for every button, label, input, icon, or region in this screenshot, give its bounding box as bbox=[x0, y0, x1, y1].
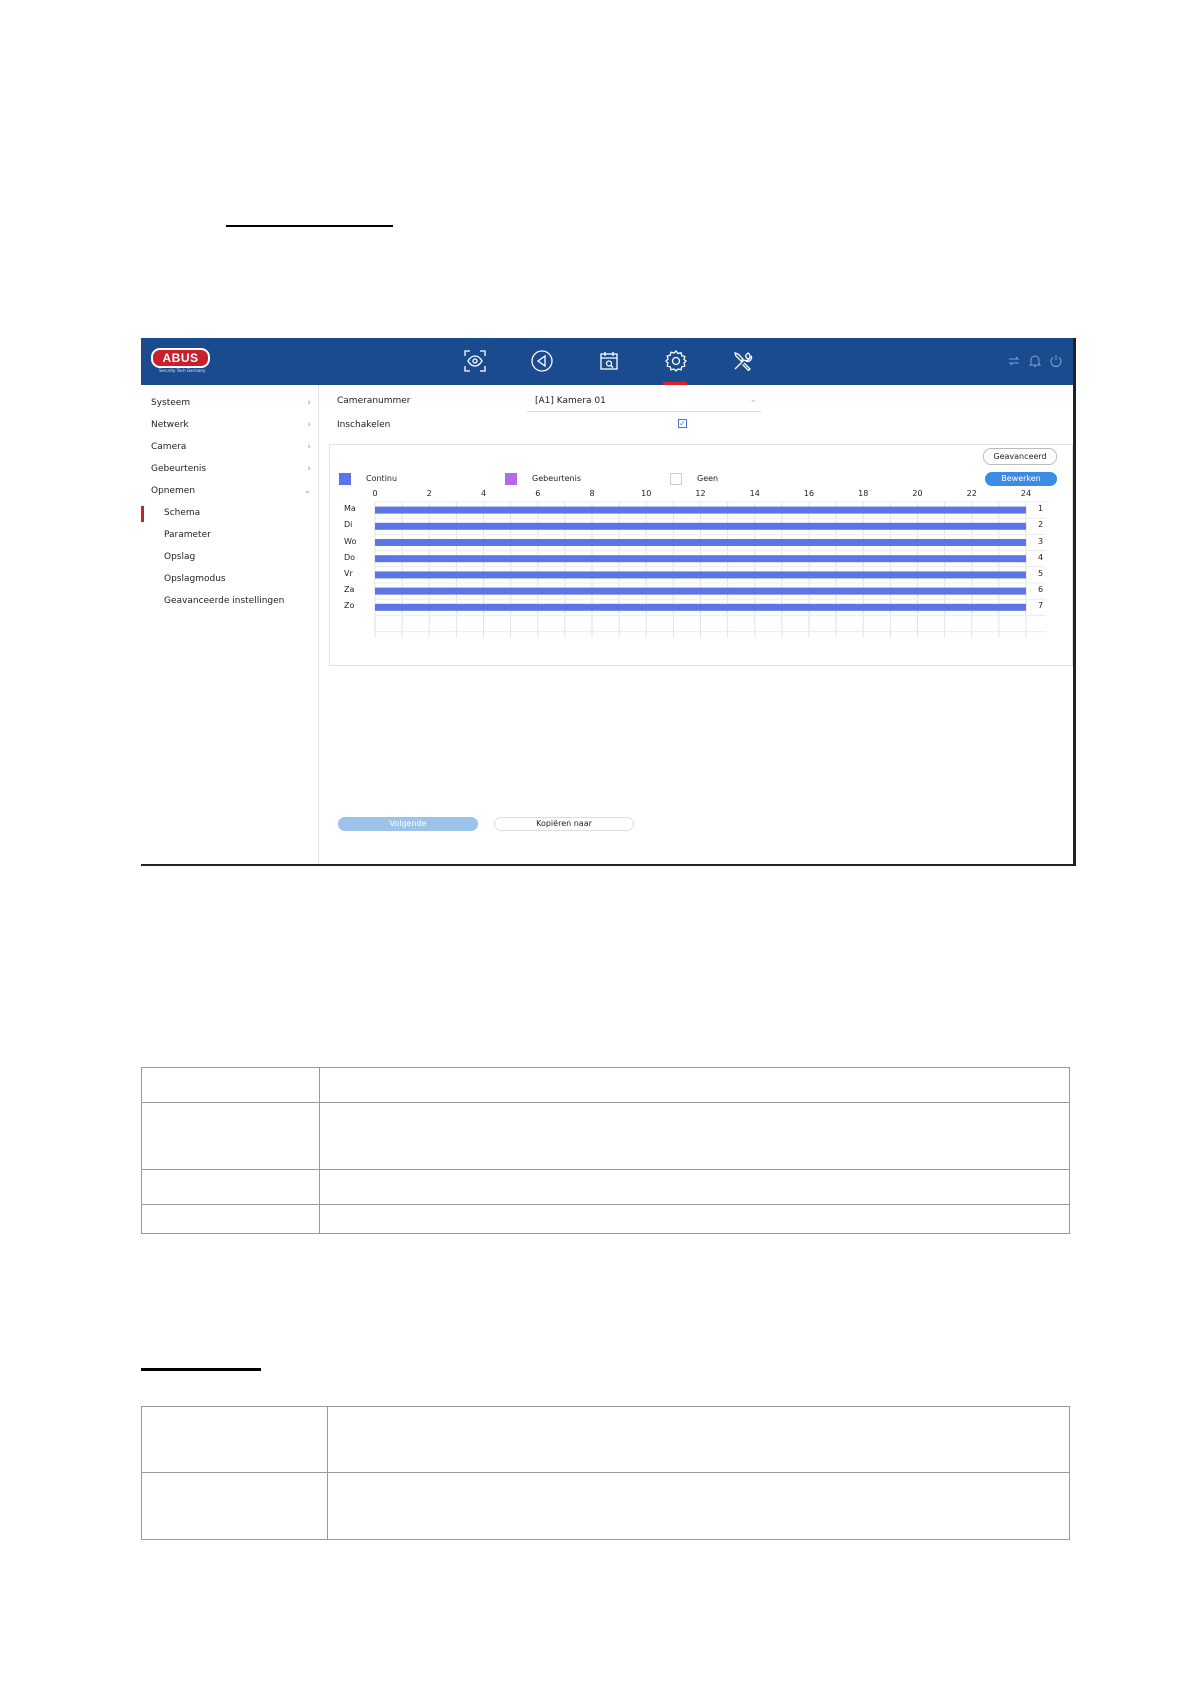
abus-logo: ABUS bbox=[151, 348, 210, 368]
schedule-bar[interactable] bbox=[375, 604, 1026, 611]
table-cell bbox=[328, 1407, 1070, 1473]
next-button[interactable]: Volgende bbox=[338, 817, 478, 831]
camera-number-value: [A1] Kamera 01 bbox=[535, 396, 606, 406]
sidebar-item-label: Gebeurtenis bbox=[151, 464, 207, 474]
bell-icon[interactable] bbox=[1027, 353, 1043, 369]
camera-number-label: Cameranummer bbox=[337, 396, 411, 406]
schedule-grid[interactable] bbox=[330, 445, 1074, 667]
copy-to-button[interactable]: Kopiëren naar bbox=[494, 817, 634, 831]
schedule-settings-panel bbox=[319, 385, 1073, 866]
schedule-bar[interactable] bbox=[375, 588, 1026, 595]
camera-number-select[interactable] bbox=[527, 393, 761, 412]
day-label: Za bbox=[344, 585, 355, 595]
table-cell bbox=[142, 1068, 320, 1103]
sidebar-subitem-parameter[interactable]: Parameter bbox=[164, 530, 211, 540]
description-table-1 bbox=[141, 1067, 1070, 1234]
sidebar-subitem-opslagmodus[interactable]: Opslagmodus bbox=[164, 574, 226, 584]
enable-label: Inschakelen bbox=[337, 420, 391, 430]
day-number[interactable]: 4 bbox=[1038, 552, 1044, 562]
hour-tick-label: 10 bbox=[641, 489, 652, 498]
legend-continu-label: Continu bbox=[366, 474, 398, 483]
edit-button[interactable]: Bewerken bbox=[985, 472, 1057, 486]
day-number[interactable]: 7 bbox=[1038, 601, 1044, 611]
sidebar-item-label: Opnemen bbox=[151, 486, 196, 496]
hour-tick-label: 16 bbox=[803, 489, 815, 498]
sidebar-item-opnemen[interactable] bbox=[151, 481, 311, 501]
table-cell bbox=[142, 1103, 320, 1169]
day-number[interactable]: 3 bbox=[1038, 536, 1044, 546]
table-cell bbox=[142, 1407, 328, 1473]
sidebar-item-netwerk[interactable] bbox=[151, 415, 311, 435]
hour-tick-label: 12 bbox=[695, 489, 706, 498]
hour-tick-label: 22 bbox=[966, 489, 977, 498]
sidebar-item-gebeurtenis[interactable] bbox=[151, 459, 311, 479]
advanced-button[interactable]: Geavanceerd bbox=[983, 448, 1057, 465]
schedule-grid-panel bbox=[329, 444, 1073, 666]
day-label: Wo bbox=[344, 536, 357, 546]
hour-tick-label: 18 bbox=[858, 489, 869, 498]
table-cell bbox=[320, 1068, 1070, 1103]
top-navigation-bar bbox=[141, 338, 1073, 385]
sidebar-item-label: Camera bbox=[151, 442, 187, 452]
schedule-bar[interactable] bbox=[375, 507, 1026, 514]
hour-tick-label: 14 bbox=[749, 489, 760, 498]
day-label: Vr bbox=[344, 568, 353, 578]
hour-tick-label: 8 bbox=[589, 489, 595, 498]
sync-icon[interactable] bbox=[1006, 353, 1022, 369]
table-cell bbox=[142, 1204, 320, 1233]
playback-icon[interactable] bbox=[529, 348, 555, 374]
table-cell bbox=[320, 1169, 1070, 1204]
day-number[interactable]: 1 bbox=[1038, 504, 1044, 514]
legend-geen-label: Geen bbox=[697, 474, 719, 483]
hour-tick-label: 0 bbox=[372, 489, 378, 498]
nvr-settings-window bbox=[141, 338, 1076, 866]
description-table-2 bbox=[141, 1406, 1070, 1540]
day-number[interactable]: 2 bbox=[1038, 520, 1044, 530]
sidebar-subitem-schema[interactable]: Schema bbox=[164, 508, 201, 518]
power-icon[interactable] bbox=[1048, 353, 1064, 369]
chevron-right-icon: › bbox=[307, 398, 311, 408]
active-subitem-marker bbox=[141, 506, 144, 522]
table-cell bbox=[328, 1473, 1070, 1540]
enable-checkbox[interactable]: ✓ bbox=[679, 419, 686, 428]
chevron-down-icon: ⌄ bbox=[303, 486, 311, 496]
table-cell bbox=[142, 1473, 328, 1540]
legend-gebeurtenis-label: Gebeurtenis bbox=[532, 474, 581, 483]
day-number[interactable]: 5 bbox=[1038, 568, 1044, 578]
page-heading-underline bbox=[226, 225, 393, 227]
hour-tick-label: 6 bbox=[535, 489, 541, 498]
sidebar-item-systeem[interactable] bbox=[151, 393, 311, 413]
chevron-right-icon: › bbox=[307, 420, 311, 430]
day-number[interactable]: 6 bbox=[1038, 585, 1044, 595]
schedule-bar[interactable] bbox=[375, 523, 1026, 530]
hour-tick-label: 24 bbox=[1020, 489, 1032, 498]
day-label: Di bbox=[344, 520, 353, 530]
hour-tick-label: 4 bbox=[480, 489, 487, 498]
section-heading-underline bbox=[141, 1368, 261, 1371]
logo-tagline: Security Tech Germany bbox=[159, 368, 206, 373]
hour-tick-label: 2 bbox=[426, 489, 432, 498]
table-cell bbox=[320, 1204, 1070, 1233]
schedule-bar[interactable] bbox=[375, 539, 1026, 546]
day-label: Zo bbox=[344, 601, 355, 611]
sidebar-item-label: Systeem bbox=[151, 398, 191, 408]
day-label: Ma bbox=[344, 504, 356, 514]
schedule-bar[interactable] bbox=[375, 571, 1026, 578]
sidebar-subitem-geavanceerde-instellingen[interactable]: Geavanceerde instellingen bbox=[164, 596, 285, 606]
maintenance-tools-icon[interactable] bbox=[730, 348, 756, 374]
day-label: Do bbox=[344, 552, 356, 562]
chevron-right-icon: › bbox=[307, 464, 311, 474]
settings-sidebar bbox=[141, 385, 319, 866]
chevron-down-icon: ⌄ bbox=[749, 395, 757, 405]
search-calendar-icon[interactable] bbox=[596, 348, 622, 374]
schedule-bar[interactable] bbox=[375, 555, 1026, 562]
table-cell bbox=[142, 1169, 320, 1204]
chevron-right-icon: › bbox=[307, 442, 311, 452]
sidebar-item-camera[interactable] bbox=[151, 437, 311, 457]
table-cell bbox=[320, 1103, 1070, 1169]
sidebar-item-label: Netwerk bbox=[151, 420, 189, 430]
sidebar-subitem-opslag[interactable]: Opslag bbox=[164, 552, 196, 562]
settings-gear-icon[interactable] bbox=[663, 348, 689, 374]
live-view-icon[interactable] bbox=[462, 348, 488, 374]
hour-tick-label: 20 bbox=[912, 489, 923, 498]
